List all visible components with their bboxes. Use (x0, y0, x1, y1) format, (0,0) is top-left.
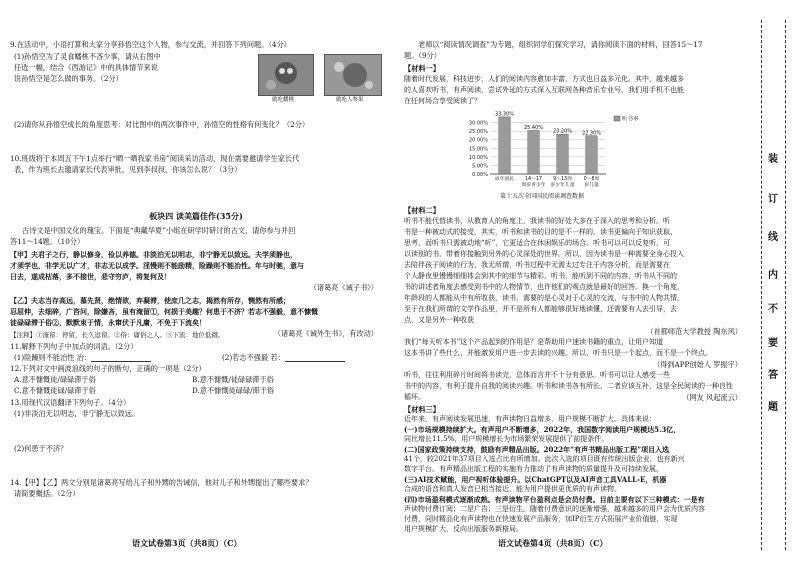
binding-dash-line-2 (785, 20, 786, 550)
annotation-note: 【注释】①淹留：停留，长久逗留。②俗：庸俗之人。③下流：地位低微。 (10, 331, 225, 339)
m3-line5: 41个，较2021年37项目入选占比有所增加。此次入选的项目既有传统出版企业，也有新兴 (404, 455, 685, 463)
left-page (0, 0, 392, 561)
binding-char-2: 订 (768, 194, 778, 205)
x-tick-label: 周岁青少年 (521, 183, 546, 188)
q9-sub1c: 说孙悟空是怎么做的事务。（2分） (14, 74, 123, 83)
bar (557, 134, 569, 174)
passage-jia-1: 【甲】夫君子之行，静以修身，俭以养德。非淡泊无以明志，非宁静无以致远。夫学须静也， (10, 250, 297, 259)
img-caption-peach: 偷吃蟠桃 (272, 97, 295, 103)
y-tick-label: 5.00% (472, 163, 488, 170)
m2-line9: 至于在我们所谓的文学作品里，并不是所有人都能够很好地读懂，还需要有人去引导，去 (404, 305, 677, 313)
q11-title: 11.解释下列句子中加点的词语。（2分） (10, 342, 138, 351)
y-tick-label: 0.00% (472, 172, 488, 178)
q12-option-d: D.意不慷慨徒碌碌/滞于俗 (192, 386, 275, 395)
m2c-line1: 听书，往往利用碎片时间将书读完，总体而言并不十分有意思。听书可以让人感受一些 (404, 371, 670, 379)
m2b-line2: 这本书讲了些什么，并能激发用户进一步去读的兴趣。所以，听书只是一个起点，而不是一个终点。 (404, 349, 712, 357)
m3-line10: 声读物付费订阅；二是广告；三是衍生。随着付费意识的逐渐增强，越来越多的用户会为优质内容 (404, 505, 705, 513)
passage-yi-3: 徒碌碌滞于俗②，默默束于情，永窜伏于凡庸，不免于下流矣！ (10, 318, 206, 327)
data-label: 25.40% (523, 124, 544, 131)
legend-swatch (614, 116, 620, 121)
q10-line2: 表，作为班长去邀请家长代表审批，见到李叔叔，你该怎么说？（3分） (14, 165, 242, 174)
passage-yi-source: （诸葛亮《诫外生书》，有改动） (273, 329, 378, 338)
m2-line6: 个人静夜里慢慢细细体会到其中的细节与精彩，听书，能听到不同的内容，听书从不同的 (404, 272, 677, 280)
x-tick-label: 0～8周 (583, 177, 600, 182)
passage-jia-2: 才须学也，非学无以广才，非志无以成学。淫慢则不能励精，险躁则不能冶性。年与时驰，意与 (10, 261, 304, 270)
section-title: 板块四 读美篇佳作(35分) (149, 212, 243, 221)
m3-line11: 付费，同时精品化有声读物也在快速发展产品服务，加IP衍生方式拓展产业价值链，实现 (404, 515, 678, 523)
m2-line1: 听书不能代替读书，从教育人的角度上，我读书的好处大多在于深入的思考和分析。听 (404, 217, 670, 225)
m3-line7: (三)AI技术赋能，用户视听体验提升。以ChatGPT以及AI声音工具VALL-E，机器 (404, 475, 667, 484)
section-intro-2: 答11～14题。（10分） (10, 237, 85, 246)
data-label: 23.20% (552, 128, 573, 135)
binding-char-4: 内 (768, 270, 778, 281)
m3-line4: (二)国家政策持续支持，鼓励有声精品出版。2022年“有声书精品出版工程”项目入选 (404, 445, 670, 454)
q11-item2: (2)若志不强毅 若： (222, 353, 345, 362)
x-tick-label: 9～13周 (553, 177, 572, 182)
img-caption-ginseng: 偷吃人参果 (336, 97, 364, 103)
binding-char-6: 要 (768, 338, 778, 349)
right-page (396, 0, 748, 561)
q12-option-b: B.意不慷慨/徒碌碌滞于俗 (192, 375, 274, 384)
material-1-title: 【材料一】 (404, 64, 440, 73)
bar (528, 130, 540, 174)
m3-line8: 合成的语音和真人发音已相当接近，能为用户提供更优质的有声读物。 (404, 485, 621, 493)
y-tick-label: 20.00% (468, 137, 488, 144)
m2b-line1: 我们“每天听本书”这个产品起到的作用是？是帮助用户速读书籍的重点，让用户知道 (404, 338, 664, 346)
passage-jia-3: 日去，遂成枯落，多不接世，悲守穷庐，将复何及！ (10, 272, 171, 281)
q13-item1: (1)非淡泊无以明志，非宁静无以致远。 (14, 409, 140, 418)
footer-page-3: 语文试卷第3页（共8页）（C） (132, 538, 242, 548)
binding-char-5: 不 (768, 304, 778, 315)
binding-char-3: 线 (768, 232, 778, 243)
legend-label: 听书率 (622, 116, 639, 123)
y-tick-label: 30.00% (468, 120, 488, 127)
binding-char-7: 答 (768, 370, 778, 381)
section-intro-1: 古诗文是中国文化的瑰宝。下面是“典藏华夏”小组在研学时研讨的古文，请你参与并回 (22, 226, 296, 235)
m3-line2: (一)市场规模持续扩大。有声用户不断增多，2022年，我国数字阅读用户规模达5.3亿， (404, 425, 681, 434)
material-1-line3: 在任何场合享受阅读了？ (404, 97, 481, 105)
q9-title: 9.在活动中，小语打算和大家分享孙悟空这个人物，参与交流，并回答下列问题。（4分） (10, 40, 291, 49)
material-1-line2: 的人喜欢听书，有声阅读，尝试外延的方式深入互联网各种音乐专业号，我们用手机不也能 (404, 86, 684, 94)
material-1-line1: 随着时代发展，科技进步，人们的阅读内容愈加丰富，方式也日益多元化。其中，越来越多 (404, 75, 684, 83)
q9-sub1b: 任选一幅，结合《西游记》中的具体情节来说 (14, 63, 158, 72)
m2-line5: 去陪伴孩子阅读的行为，我无所谓，听书过程中无需太过专注于内容分析，而是需要在 (404, 261, 670, 269)
q12-option-c: C.意不慷慨徒碌/碌滞于俗 (14, 386, 96, 395)
m3-line1: 近年来，有声阅读发展迅速，有声读物日益增多，用户规模不断扩大。具体来说： (404, 415, 656, 423)
listening-rate-chart (456, 108, 676, 200)
q14-line1: 14.【甲】【乙】两文分别是诸葛亮写给儿子和外甥的告诫信，他对儿子和外甥提出了哪些要求？ (10, 478, 313, 487)
illustration-ginseng (324, 54, 382, 96)
binding-char-8: 题 (768, 402, 778, 413)
m2-line2: 书是一种被动式的接受，其实，听书和读书的目的是不一样的。读书更偏向于知识获取、 (404, 228, 677, 236)
q11-item1: (1)险躁则不能冶性 冶： (14, 353, 151, 362)
data-label: 22.30% (581, 130, 602, 137)
y-tick-label: 25.00% (468, 129, 488, 136)
passage-jia-source: （诸葛亮《诫子书》） (309, 283, 378, 292)
data-label: 33.30% (494, 111, 515, 118)
binding-margin (752, 0, 794, 561)
q10-line1: 10.班级将于本周五下午1点举行“晒一晒我家书房”阅读采访活动，现在需要邀请学生家长代 (10, 154, 300, 163)
m3-line6: 数字平台。有声精品出版工程的实施有力推动了有声读物的质量提升及可持续发展。 (404, 465, 663, 473)
illustration-peach (258, 54, 314, 96)
q13-item2: (2)何患于不济？ (14, 444, 68, 453)
x-tick-label: 成年国民 (494, 177, 515, 182)
material-2-title: 【材料二】 (404, 206, 440, 215)
q13-title: 13.用现代汉语翻译下列句子。（4分） (10, 398, 131, 407)
x-tick-label: 14～17 (524, 177, 543, 182)
m2-line10: 点，又是另外一种收获 (404, 316, 474, 324)
passage-yi-1: 【乙】夫志当存高远，慕先贤，绝情欲，弃凝滞，使庶几之志，揭然有所存，恻然有所感； (10, 296, 290, 305)
right-intro-1: 老师以“阅读情况调查”为专题，组织同学们探究学习，请你阅读下面的材料，回答15～17 (418, 40, 703, 49)
binding-char-1: 装 (768, 154, 778, 165)
m3-line3: 同比增长11.5%，用户规模增长为市场繁荣发展提供了前提条件。 (404, 435, 609, 443)
q9-sub1: (1)孙悟空为了灵食蟠桃不吝少事，请从右图中 (14, 52, 161, 61)
passage-yi-2: 忍屈伸，去细碎，广咨问，除嫌吝，虽有淹留①，何损于美趣？何患于不济？若志不强毅，意不慷慨 (10, 307, 318, 316)
m2-line7: 书的讲述者角度去感受到书中的人物情节，也许他们的观点就是最好的回答。换一个角度， (404, 283, 684, 291)
q14-line2: 请简要概括。（2分） (14, 489, 80, 498)
material-3-title: 【材料三】 (404, 405, 440, 414)
x-tick-label: 岁少年儿童 (550, 183, 575, 188)
y-tick-label: 10.00% (468, 154, 488, 161)
bar (586, 136, 598, 174)
m2-line3: 思考，而听书只需被动地“听”，它更适合在休闲娱乐的场合。听书可以可以反复听，可 (404, 239, 671, 247)
m2-line4: 以读别的书，带着你接触到另外的心灵深处的世界。所以，因为读书是一种需要全身心投入 (404, 250, 684, 258)
m2c-line2: 书中的内容，有利于提升自我的阅读兴趣。听书和读书各有所长，二者应该互补，这是全民阅读的一种良性 (404, 382, 733, 390)
right-intro-2: 题。（9分） (404, 51, 441, 60)
m3-line12: 用户规模扩大，反向出版服务新格局。 (404, 525, 523, 533)
m2c-line3: 循环。 (404, 393, 425, 401)
chart-caption: 第十五次全国国民阅读调查数据 (500, 193, 585, 200)
footer-page-4: 语文试卷第4页（共8页）（C） (498, 538, 608, 548)
m3-line9: (四)市场盈利模式逐渐成熟。有声读物平台盈利点是会员付费。目前主要有以下三种模式：一是有 (404, 495, 705, 504)
q12-option-a: A.意不慷慨徒/碌碌滞于俗 (14, 375, 96, 384)
m2-source: （首都师范大学教授 陶东风） (646, 327, 742, 336)
m2c-source: （网友 风起流云） (682, 393, 742, 402)
y-tick-label: 15.00% (468, 146, 488, 153)
q12-title: 12.下列对文中画波浪线的句子的断句，正确的一项是（2分） (10, 364, 206, 373)
x-tick-label: 岁儿童 (584, 183, 599, 188)
binding-dash-line (761, 20, 762, 550)
q9-sub2: (2)请你从孙悟空成长的角度思考：对比图中的两次事件中，孙悟空的性格有何变化？（2分） (14, 120, 310, 129)
m2b-source: （得到APP创始人 罗振宇） (652, 360, 742, 369)
m2-line8: 年龄段的人都能从中有所收获，读书，需要的是心灵对于心灵的交流，与书中的人物共情， (404, 294, 684, 302)
bar (499, 117, 511, 174)
